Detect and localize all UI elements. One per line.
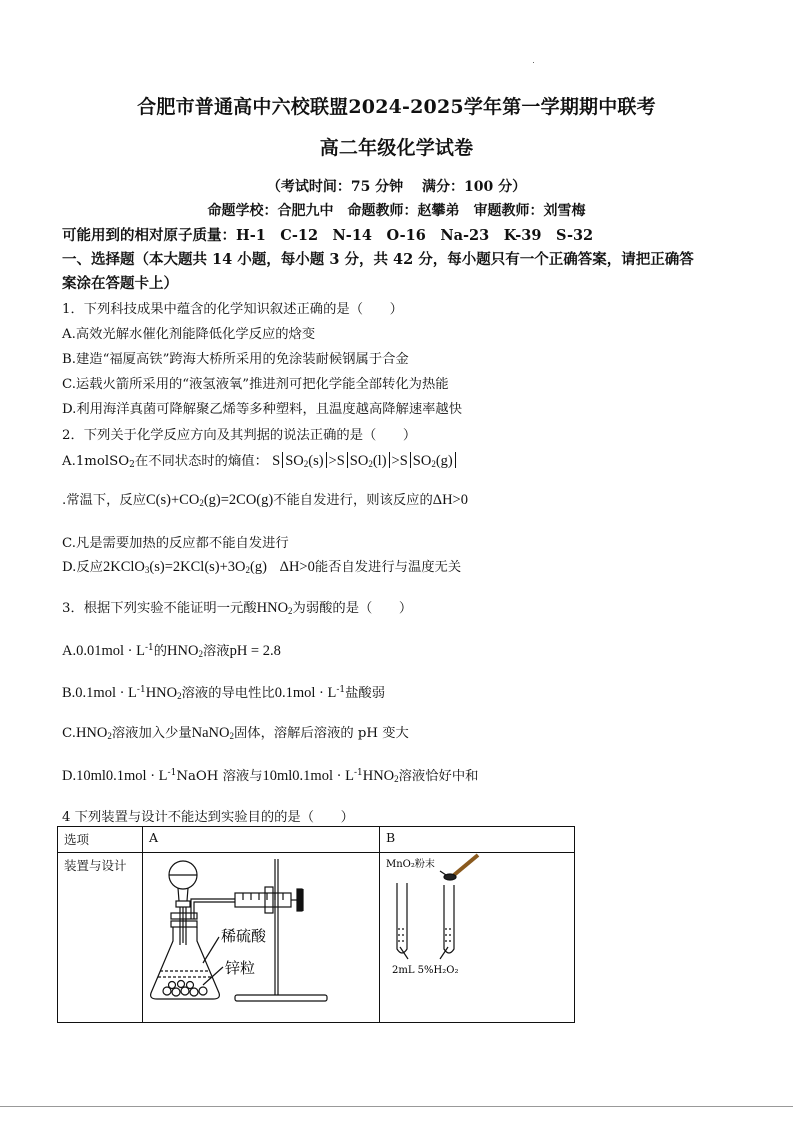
exam-info: （考试时间：75 分钟 满分：100 分） — [266, 179, 527, 195]
section-heading-cont: 案涂在答题卡上） — [62, 275, 178, 292]
h2o2-test-tubes — [380, 853, 574, 1019]
q1-option-a: A.高效光解水催化剂能降低化学反应的焓变 — [62, 327, 316, 342]
q2-option-d: D.反应$2KClO_3(s)=2KCl(s)+3O_2(g)$ ΔH>0能否自发进行与温度无关 — [62, 559, 462, 575]
label-h2o2: 2mL 5%H₂O₂ — [392, 965, 459, 976]
table-header-a: A — [143, 827, 380, 853]
q2-stem: 2．下列关于化学反应方向及其判据的说法正确的是（ ） — [62, 428, 417, 443]
speck — [533, 62, 534, 63]
figure-a-cell — [143, 853, 380, 1023]
page-bottom-rule — [0, 1106, 793, 1107]
q1-stem: 1．下列科技成果中蕴含的化学知识叙述正确的是（ ） — [62, 302, 403, 317]
paper-title: 高二年级化学试卷 — [319, 137, 474, 159]
q2-option-b: .常温下，反应$C(s)+CO_2(g)=2CO(g)$不能自发进行，则该反应的ΔH>0 — [62, 492, 468, 508]
staff-line: 命题学校：合肥九中 命题教师：赵攀弟 审题教师：刘雪梅 — [207, 203, 586, 219]
label-dilute-sulfuric-acid: 稀硫酸 — [221, 927, 267, 945]
q1-option-b: B.建造“福厦高铁”跨海大桥所采用的免涂装耐候钢属于合金 — [62, 352, 409, 367]
q1-option-c: C.运载火箭所采用的“液氢液氧”推进剂可把化学能全部转化为热能 — [62, 377, 449, 392]
label-mno2-powder: MnO₂粉末 — [386, 859, 435, 870]
figure-b-cell — [380, 853, 575, 1023]
q2-option-c: C.凡是需要加热的反应都不能自发进行 — [62, 536, 289, 551]
section-heading: 一、选择题（本大题共 14 小题，每小题 3 分，共 42 分，每小题只有一个正确答案，请把正确答 — [62, 251, 694, 268]
q3-option-a: $A.0.01mol \cdot L^{-1}$的$HNO_2$溶液pH = 2.8 — [62, 643, 281, 659]
q4-table — [57, 826, 575, 1023]
q1-option-d: D.利用海洋真菌可降解聚乙烯等多种塑料，且温度越高降解速率越快 — [62, 402, 463, 417]
q4-stem: 4 下列装置与设计不能达到实验目的的是（ ） — [62, 810, 354, 825]
q2-option-a: A.1molSO$_2$在不同状态时的熵值： S $SO_2(s) >S$ $SO_2(l) >S$ $SO_2(g)$ — [62, 450, 458, 470]
table-header-option: 选项 — [58, 827, 143, 853]
zinc-acid-syringe-apparatus — [143, 853, 379, 1019]
q3-option-d: $D.10ml0.1mol \cdot L^{-1}NaOH$ 溶液与$10ml0.1mol \cdot L^{-1}HNO_2$溶液恰好中和 — [62, 768, 479, 784]
exam-title: 合肥市普通高中六校联盟2024-2025学年第一学期期中联考 — [137, 96, 656, 118]
q3-stem: 3．根据下列实验不能证明一元酸$HNO_2$为弱酸的是（ ） — [62, 600, 413, 616]
atomic-masses: 可能用到的相对原子质量：H-1 C-12 N-14 O-16 Na-23 K-39 S-32 — [62, 227, 594, 244]
label-zinc-granules: 锌粒 — [225, 959, 256, 977]
q3-option-c: $C.HNO_2$溶液加入少量NaNO$_2$固体，溶解后溶液的 pH 变大 — [62, 725, 409, 741]
table-header-b: B — [380, 827, 575, 853]
q3-option-b: $B.0.1mol \cdot L^{-1}HNO_2$溶液的导电性比$0.1mol \cdot L^{-1}$盐酸弱 — [62, 685, 385, 701]
table-row-label: 装置与设计 — [58, 853, 143, 1023]
